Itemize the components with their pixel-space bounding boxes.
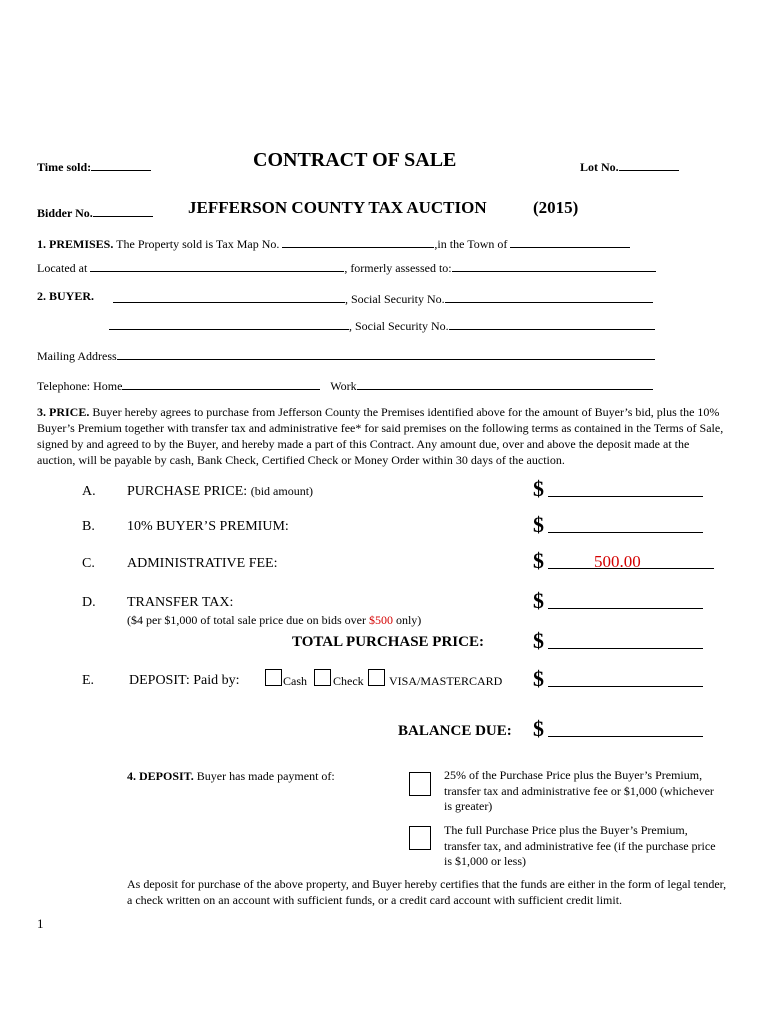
item-a-label: PURCHASE PRICE: xyxy=(127,484,248,499)
visa-mastercard-label: VISA/MASTERCARD xyxy=(389,674,503,688)
telephone-home-blank[interactable] xyxy=(122,376,320,390)
item-d-label: TRANSFER TAX: xyxy=(127,595,234,610)
page-title: CONTRACT OF SALE xyxy=(253,149,457,171)
item-d-note-amount: $500 xyxy=(368,613,393,627)
deposit-option-2-text: The full Purchase Price plus the Buyer’s Premium, transfer tax, and administrative fee (if the purchase price is $1,000 or less) xyxy=(444,823,716,868)
cash-label: Cash xyxy=(283,674,307,688)
item-b-letter: B. xyxy=(82,519,95,534)
work-blank[interactable] xyxy=(357,376,653,390)
ssn-blank-2[interactable] xyxy=(449,316,655,330)
item-d-dollar: $ xyxy=(533,588,544,613)
deposit-text: Buyer has made payment of: xyxy=(196,769,335,783)
deposit-heading: 4. DEPOSIT. xyxy=(127,769,194,783)
item-c-letter: C. xyxy=(82,556,95,571)
balance-dollar: $ xyxy=(533,716,544,741)
bidder-no-field xyxy=(37,203,153,221)
check-label: Check xyxy=(333,674,364,688)
tax-map-text: The Property sold is Tax Map No. xyxy=(116,237,280,251)
located-blank[interactable] xyxy=(90,258,344,272)
bidder-no-label: Bidder No. xyxy=(37,206,93,220)
balance-amount-blank[interactable] xyxy=(548,736,703,737)
total-purchase-price-label: TOTAL PURCHASE PRICE: xyxy=(292,634,484,650)
item-a-letter: A. xyxy=(82,484,96,499)
total-amount-blank[interactable] xyxy=(548,648,703,649)
item-c-amount-value: 500.00 xyxy=(594,552,641,571)
deposit-option-1-text: 25% of the Purchase Price plus the Buyer’s Premium, transfer tax and administrative fee or $1,000 (whichever is greater) xyxy=(444,768,714,813)
ssn-blank-1[interactable] xyxy=(445,289,653,303)
buyer-line-2 xyxy=(109,316,655,334)
telephone-home-label: Telephone: Home xyxy=(37,379,123,393)
ssn-label-1: , Social Security No. xyxy=(345,292,445,306)
mailing-address-label: Mailing Address xyxy=(37,349,117,363)
town-blank[interactable] xyxy=(510,234,630,248)
lot-no-blank[interactable] xyxy=(619,157,679,171)
town-text: ,in the Town of xyxy=(434,237,508,251)
deposit-line xyxy=(127,769,335,784)
item-a-note: (bid amount) xyxy=(250,484,314,498)
cash-checkbox[interactable] xyxy=(265,669,282,686)
buyer-name-blank-1[interactable] xyxy=(113,289,345,303)
item-c-dollar: $ xyxy=(533,548,544,573)
price-paragraph xyxy=(37,404,727,468)
item-e-label: DEPOSIT: Paid by: xyxy=(129,673,240,688)
premises-heading: 1. PREMISES. xyxy=(37,237,114,251)
item-b-dollar: $ xyxy=(533,512,544,537)
deposit-option-1-checkbox[interactable] xyxy=(409,772,431,796)
page-number: 1 xyxy=(37,916,44,931)
tax-map-blank[interactable] xyxy=(282,234,434,248)
lot-no-label: Lot No. xyxy=(580,160,619,174)
page-subtitle: JEFFERSON COUNTY TAX AUCTION xyxy=(188,198,487,217)
auction-year: (2015) xyxy=(533,198,579,217)
bidder-no-blank[interactable] xyxy=(93,203,153,217)
item-b-amount-blank[interactable] xyxy=(548,532,703,533)
buyer-line-1 xyxy=(113,289,653,307)
mailing-address-line xyxy=(37,346,655,364)
price-heading: 3. PRICE. xyxy=(37,405,90,419)
premises-line xyxy=(37,234,630,252)
ssn-label-2: , Social Security No. xyxy=(349,319,449,333)
item-c-label: ADMINISTRATIVE FEE: xyxy=(127,556,278,571)
located-label: Located at xyxy=(37,261,88,275)
item-a-dollar: $ xyxy=(533,476,544,501)
lot-no-field xyxy=(580,157,679,175)
item-d-letter: D. xyxy=(82,595,96,610)
buyer-heading: 2. BUYER. xyxy=(37,289,95,303)
item-e-letter: E. xyxy=(82,673,95,688)
item-b-label: 10% BUYER’S PREMIUM: xyxy=(127,519,289,534)
item-e-amount-blank[interactable] xyxy=(548,686,703,687)
deposit-option-2-checkbox[interactable] xyxy=(409,826,431,850)
item-e-dollar: $ xyxy=(533,666,544,691)
balance-due-label: BALANCE DUE: xyxy=(398,723,512,739)
item-d-note-post: only) xyxy=(392,613,422,627)
item-d-amount-blank[interactable] xyxy=(548,608,703,609)
time-sold-field xyxy=(37,157,151,175)
item-d-note xyxy=(127,613,421,628)
total-dollar: $ xyxy=(533,628,544,653)
buyer-name-blank-2[interactable] xyxy=(109,316,349,330)
time-sold-blank[interactable] xyxy=(91,157,151,171)
item-a-amount-blank[interactable] xyxy=(548,496,703,497)
price-text: Buyer hereby agrees to purchase from Jefferson County the Premises identified above for the amount of Buyer’s bid, plus the 10% Buyer’s Premium together with transfer tax and administrative fee* for said premises on the following terms as contained in the Terms of Sale, signed by and agreed to by the Buyer, and hereby made a part of this Contract. Any amount due, over and above the deposit made at the auction, will be payable by cash, Bank Check, Certified Check or Money Order within 30 days of the auction. xyxy=(37,405,724,467)
located-line xyxy=(37,258,656,276)
item-a-label-wrap xyxy=(127,484,313,500)
telephone-line xyxy=(37,376,653,394)
formerly-assessed-label: , formerly assessed to: xyxy=(344,261,452,275)
item-d-note-pre: ($4 per $1,000 of total sale price due on bids over xyxy=(127,613,369,627)
check-checkbox[interactable] xyxy=(314,669,331,686)
formerly-assessed-blank[interactable] xyxy=(452,258,656,272)
work-label: Work xyxy=(330,379,357,393)
mailing-address-blank[interactable] xyxy=(117,346,655,360)
visa-mastercard-checkbox[interactable] xyxy=(368,669,385,686)
time-sold-label: Time sold: xyxy=(37,160,92,174)
deposit-closing-paragraph: As deposit for purchase of the above property, and Buyer hereby certifies that the funds are either in the form of legal tender, a check written on an account with sufficient funds, or a credit card account with sufficient credit limit. xyxy=(127,877,727,907)
